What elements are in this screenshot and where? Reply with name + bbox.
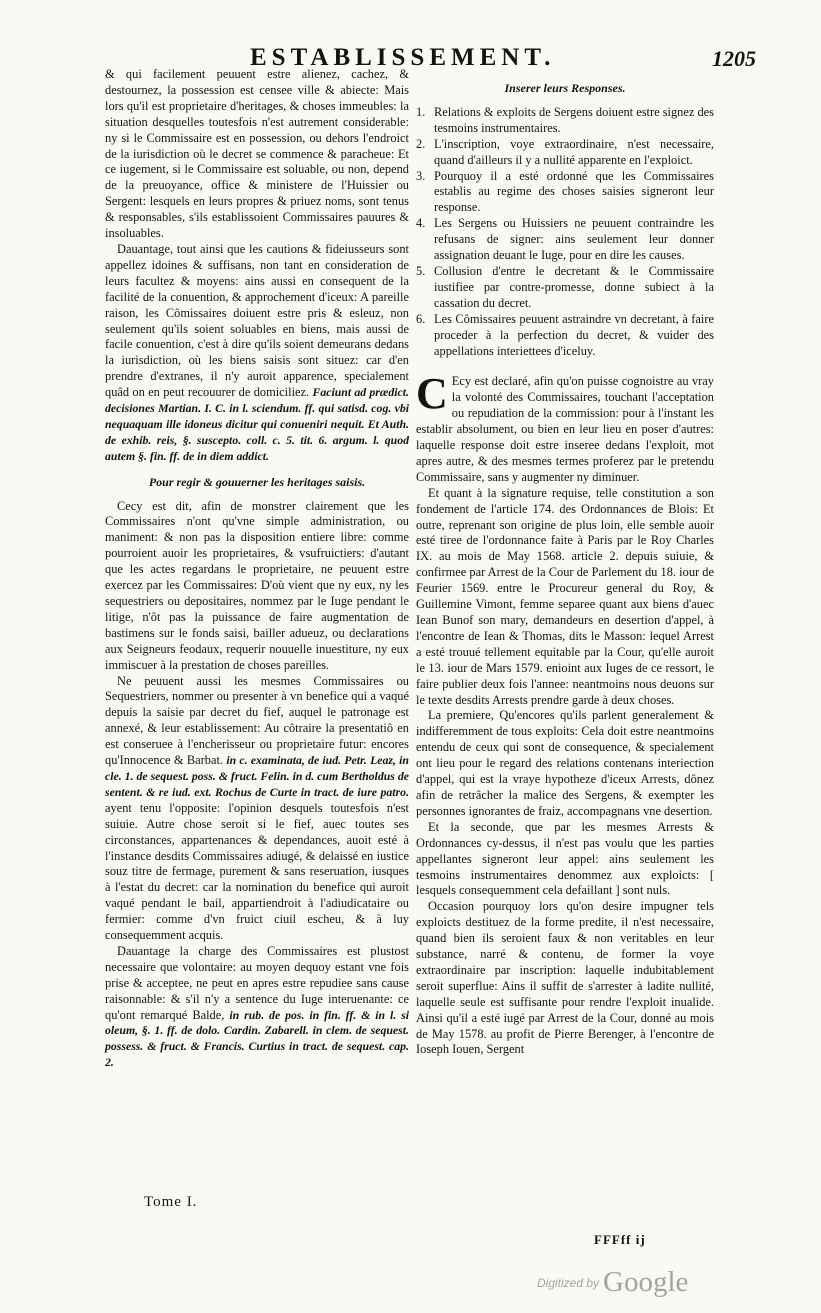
tome-label: Tome I. — [144, 1194, 198, 1210]
drop-cap: C — [416, 369, 448, 419]
summary-item — [416, 169, 714, 217]
citation: in rub. de pos. in fin. ff. & in l. si oleum, §. 1. ff. de dolo. Cardin. Zabarell. in clem. de sequest. possess. & fruct. & Francis. Curtius in tract. de sequest. cap. 2. — [105, 1007, 409, 1070]
summary-text: Pourquoy il a esté ordonné que les Commissaires establis au regime des choses saisies signeront leur response. — [434, 168, 714, 215]
watermark-brand: Google — [603, 1266, 689, 1298]
left-column — [105, 67, 409, 1071]
paragraph: Et la seconde, que par les mesmes Arrests & Ordonnances cy-dessus, il n'est pas voulu que les parties appellantes signeront leur appel: ains seulement les tesmoins instrumentaires denommez aux exploicts: [ lesquels consequemment cela defaillant ] sont nuls. — [416, 819, 714, 898]
section-heading: Inserer leurs Responses. — [504, 81, 626, 95]
paragraph: Et quant à la signature requise, telle constitution a son fondement de l'article 174. des Ordonnances de Blois: Et outre, reprenant son origine de plus loin, elle semble auoir esté tiree de l'ordonnance faite à Paris par le Roy Charles IX. au mois de May 1568. article 2. depuis suiuie, & confirmee par Arrest de la Cour de Parlement du 18. iour de Feurier 1569. entre le Procureur general du Roy, & Guillemine Vimont, femme separee quant aux biens d'auec Iean Bunof son mary, demandeurs en desertion d'appel, à l'encontre de Iean & Thomas, dits le Masson: lequel Arrest a esté trouué tellement equitable par la Cour, qu'elle auroit le 13. iour de Mars 1579. enioint aux Iuges de ce ressort, le faire publier deux fois l'annee: neantmoins nous deuons sur le texte desdits Arrests prendre garde à deux choses. — [416, 485, 714, 707]
summary-number: 1. — [416, 104, 426, 119]
summary-text: Les Sergens ou Huissiers ne peuuent contraindre les refusans de signer: ains seulement leur donner assignation deuant le Iuge, pour en dire les causes. — [434, 216, 714, 263]
paragraph: Occasion pourquoy lors qu'on desire impugner tels exploicts destituez de la forme predite, il n'est necessaire, quand bien ils seroient faux & non veritables en leur substance, narré & contenu, de former la voye extraordinaire par inscription: laquelle indubitablement seroit superflue: Ains il suffit de s'arrester à ladite nullité, laquelle seule est suffisante pour rendre l'exploit inualide. Ainsi qu'il a esté iugé par Arrest de la Cour, donné au mois de May 1578. au profit de Pierre Berenger, à l'encontre de Ioseph Iouen, Sergent — [416, 899, 714, 1057]
watermark-prefix: Digitized by — [537, 1276, 600, 1290]
summary-text: L'inscription, voye extraordinaire, n'est necessaire, quand d'ailleurs il y a nullité apparente en l'exploict. — [434, 136, 714, 167]
citation: Faciunt ad prædict. decisiones Martian. I. C. in l. sciendum. ff. qui satisd. cog. vbi nequaquam ille idoneus dicitur qui conueniri nequit. Et Auth. de exhib. reis, §. suscepto. coll. c. 5. tit. 6. argum. l. quod autem §. fin. ff. de in diem addict. — [105, 385, 409, 463]
paragraph — [416, 369, 714, 485]
paragraph: La premiere, Qu'encores qu'ils parlent generalement & indifferemment de tous exploits: Cela doit estre neantmoins entendu de ceux qui sont de consequence, & specialement ont lieu pour le regard des relations contenans interiection d'appel, qui est la vraye hypotheze d'iceux Arrests, dônez afin de retrâcher la malice des Sergens, & exempter les personnes ignorantes de fraiz, accompagnans vne desertion. — [416, 708, 714, 818]
digitized-watermark — [537, 1266, 688, 1299]
paragraph — [105, 674, 409, 944]
running-title: ESTABLISSEMENT. — [250, 44, 556, 71]
summary-text: Relations & exploits de Sergens doiuent estre signez des tesmoins instrumentaires. — [434, 104, 714, 135]
signature-mark: FFFff ij — [594, 1232, 646, 1247]
summary-text: Collusion d'entre le decretant & le Commissaire iustifiee par contre-promesse, donne subiect à la cassation du decret. — [434, 263, 714, 310]
summary-number: 2. — [416, 136, 426, 151]
paragraph-text: Ecy est declaré, afin qu'on puisse cognoistre au vray la volonté des Commissaires, touchant l'acceptation ou repudiation de la commission: pour à l'instant les establir absolument, ou bien en leur lieu en poser d'autres: laquelle response doit estre inseree dedans l'exploit, mot apres autre, & des mesmes termes proferez par le pretendu Commissaire, sans y augmenter ny diminuer. — [416, 374, 714, 484]
page-number: 1205 — [712, 46, 756, 71]
summary-number: 4. — [416, 216, 426, 231]
summary-item — [416, 105, 714, 137]
summary-number: 5. — [416, 263, 426, 278]
paragraph: Cecy est dit, afin de monstrer clairement que les Commissaires n'ont qu'vne simple administration, ou maniment: & non pas la disposition entiere libre: comme pourroient auoir les proprietaires, & vsufruictiers: d'autant que les actes regardans le proprietaire, ne peuuent estre exercez par les Commissaires: D'où vient que ny eux, ny les sequestriers ou depositaires, nommez par le Iuge pendant le litige, n'ôt pas la puissance de faire augmentation de bastimens sur le fonds saisi, bailler adueuz, ou declarations aux Seigneurs feodaux, requerir nouuelle inuestiture, ny eux immiscuer à la prestation de choses pareilles. — [105, 498, 409, 672]
summary-number: 6. — [416, 311, 426, 326]
section-heading: Pour regir & gouuerner les heritages saisis. — [148, 474, 366, 489]
summary-number: 3. — [416, 168, 426, 183]
paragraph-text: ayent tenu l'opposite: l'opinion desquels toutesfois n'est suiuie. Autre chose seroit si le fief, auec toutes ses circonstances, appartenances & dependances, auoit esté à l'instance desdits Commissaires adiugé, & delaissé en iustice souz titre de fermage, purement & sans reseruation, iusques à l'estat du decret: car la nomination du benefice qui auroit vaqué pendant le bail, appartiendroit à l'adiudicataire ou fermier: comme d'vn fruict ciuil escheu, & à luy consequemment acquis. — [105, 800, 409, 943]
paragraph — [105, 944, 409, 1071]
paragraph: & qui facilement peuuent estre alienez, cachez, & destournez, la possession est censee ville & abiecte: Mais lors qu'il est proprietaire d'heritages, & choses immeubles: la situation desquelles toutesfois n'est autrement considerable: ny si le Commissaire est en possession, ou dehors l'endroict de la iurisdiction où le decret se commence & paracheue: Et ce iugement, si le Commissaire est soluable, ou non, depend de la preuoyance, office & ministere de l'Huissier ou Sergent: lesquels en leurs propres & priuez noms, sont tenus & responsables, s'ils establissoient Commissaires pauures & insoluables. — [105, 67, 409, 241]
paragraph-text: Dauantage la charge des Commissaires est plustost necessaire que volontaire: au moyen dequoy estant vne fois prise & acceptee, ne peut en apres estre repudiee sans cause raisonnable: & s'il n'y a sentence du Iuge interuenante: ce qu'ont remarqué Balde, — [105, 943, 409, 1022]
right-column — [416, 67, 714, 1058]
summary-item — [416, 312, 714, 360]
paragraph — [105, 242, 409, 465]
summary-item — [416, 137, 714, 169]
summary-text: Les Cômissaires peuuent astraindre vn decretant, à faire proceder à la perfection du decret, & vuider des appellations interiettees d'iceluy. — [434, 311, 714, 358]
paragraph-text: Dauantage, tout ainsi que les cautions & fideiusseurs sont appellez idoines & suffisans, non tant en consideration de leurs facultez & moyens: ains aussi en consequent de la facilité de la conuention, & approchement d'iceux: A pareille raison, les Cômissaires doiuent estre pris & esleuz, non seulement qu'ils soient soluables en biens, mais aussi de facile conuention, c'est à dire qu'ils soient demeurans dedans la iurisdiction, où les biens saisis sont situez: car d'en prendre d'extranes, il n'y auroit apparence, specialement quâd on en peut recouurer de domiciliez. — [105, 241, 409, 400]
paragraph-text: Ne peuuent aussi les mesmes Commissaires ou Sequestriers, nommer ou presenter à vn benefice qui a vaqué depuis la saisie par decret du fief, auquel le patronage est annexé, & leur establissement: Au côtraire la presentatiô en est conseruee à l'encherisseur ou proprietaire futur: encores qu'Innocence & Barbat. — [105, 673, 409, 768]
summary-item — [416, 216, 714, 264]
citation: in c. examinata, de iud. Petr. Leaz, in cle. 1. de sequest. poss. & fruct. Felin. in d. cum Bertholdus de sentent. & re iud. ext. Rochus de Curte in tract. de iure patro. — [105, 753, 409, 799]
summary-item — [416, 264, 714, 312]
summary-list — [416, 105, 714, 360]
